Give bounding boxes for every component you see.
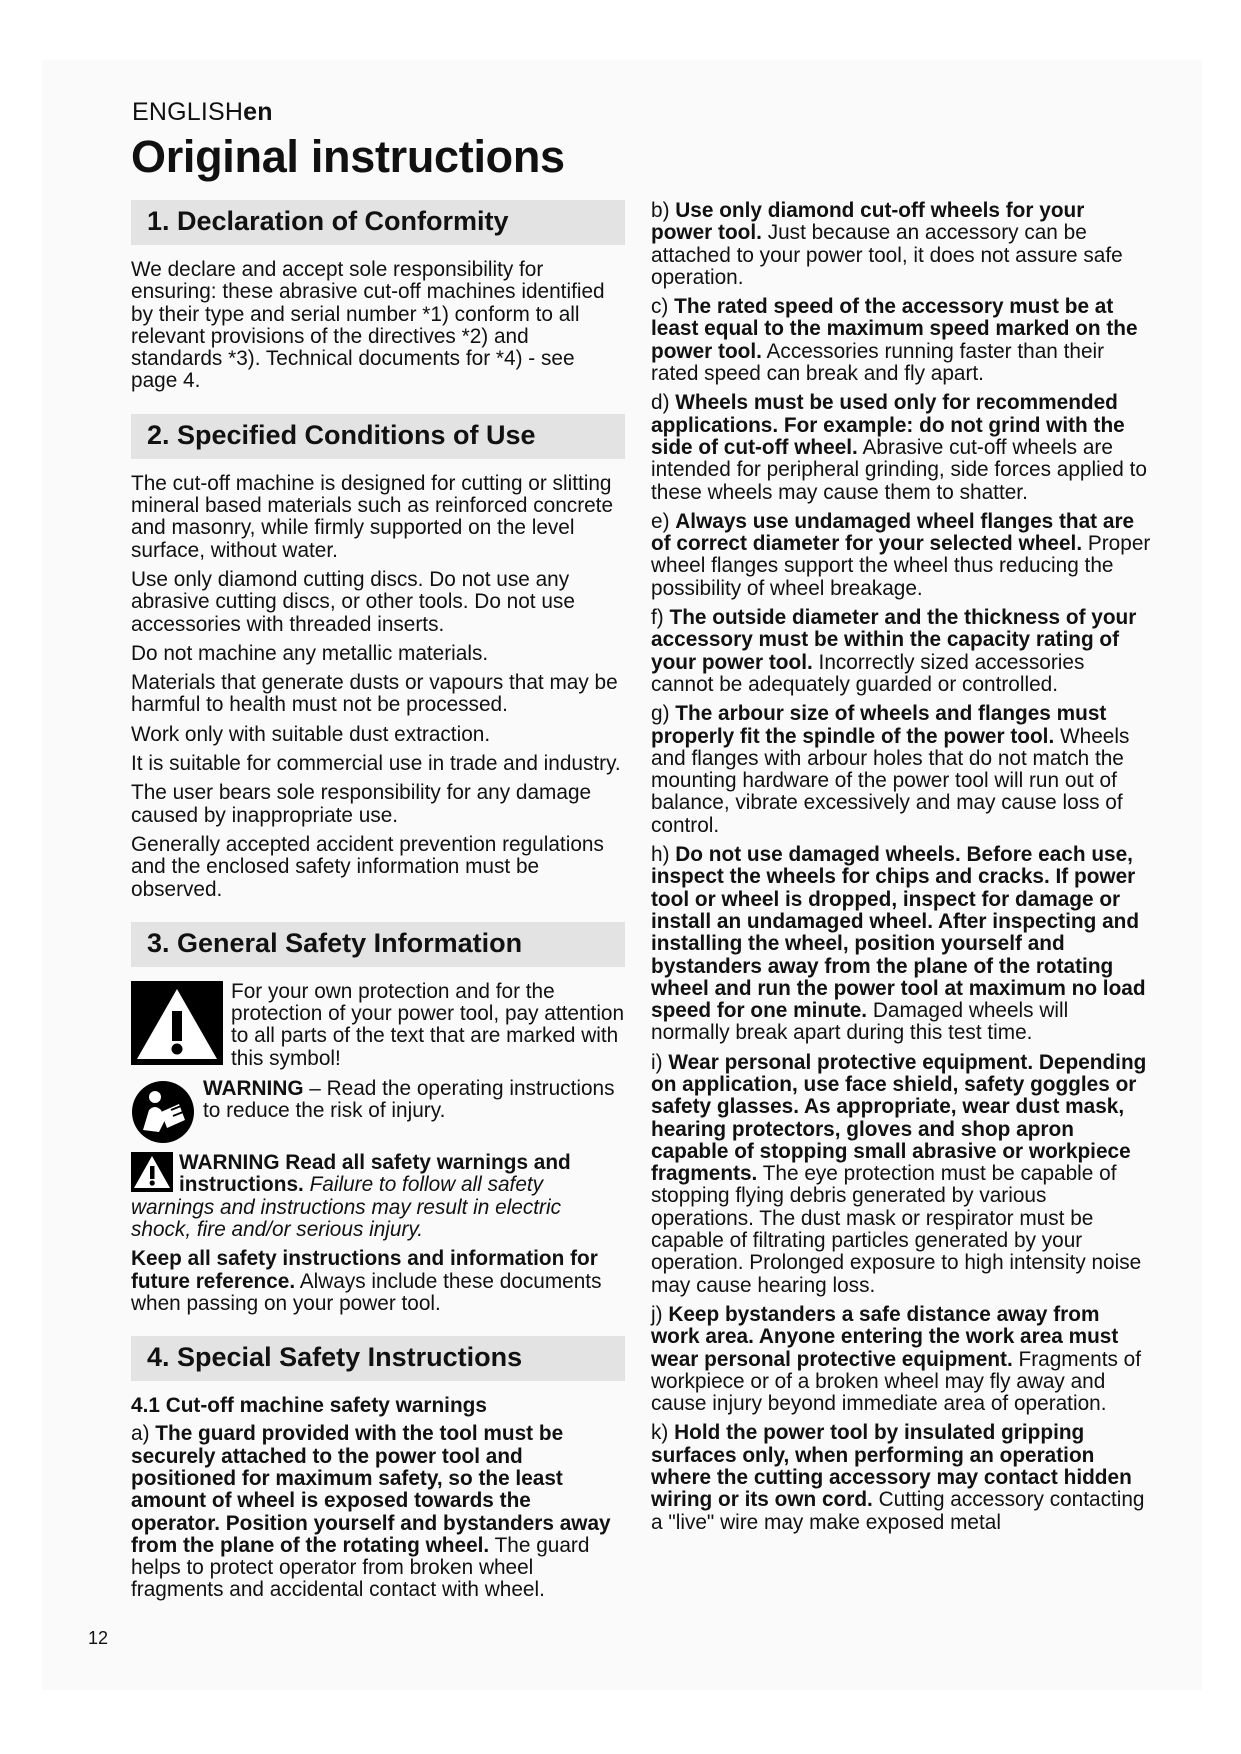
subsection-heading: 4.1 Cut-off machine safety warnings bbox=[131, 1394, 487, 1418]
safety-item-c: c) The rated speed of the accessory must be at least equal to the maximum speed marked on the power tool. Accessories running faster than their rated speed can break and fly apart. bbox=[651, 295, 1138, 386]
declaration-text: We declare and accept sole responsibility for ensuring: these abrasive cut-off machines identified by their type and serial number *1) conform to all relevant provisions of the directives *2) and standards *3). Technical documents for *4) - see page 4. bbox=[131, 258, 605, 393]
safety-item-g: g) The arbour size of wheels and flanges must properly fit the spindle of the power tool. Wheels and flanges with arbour holes that do not match the mounting hardware of the power tool will run out of balance, vibrate excessively and may cause loss of control. bbox=[651, 702, 1130, 837]
paragraph: Materials that generate dusts or vapours that may be harmful to health must not be processed. bbox=[131, 671, 618, 717]
safety-item-e: e) Always use undamaged wheel flanges that are of correct diameter for your selected wheel. Proper wheel flanges support the wheel thus reducing the possibility of wheel breakage. bbox=[651, 509, 1151, 600]
paragraph: Use only diamond cutting discs. Do not use any abrasive cutting discs, or other tools. Do not use accessories with threaded inserts. bbox=[131, 567, 575, 636]
safety-item-h: h) Do not use damaged wheels. Before each use, inspect the wheels for chips and cracks. If power tool or wheel is dropped, inspect for damage or install an undamaged wheel. After inspecting and installing the wheel, position yourself and bystanders away from the plane of the rotating wheel and run the power tool at maximum no load speed for one minute. Damaged wheels will normally break apart during this test time. bbox=[651, 843, 1146, 1045]
symbol-note-block bbox=[131, 981, 625, 1070]
page-number: 12 bbox=[88, 1628, 109, 1648]
language-header: ENGLISHen bbox=[132, 98, 273, 126]
keep-instructions: Keep all safety instructions and information for future reference. Always include these documents when passing on your power tool. bbox=[131, 1247, 602, 1315]
safety-item-k: k) Hold the power tool by insulated gripping surfaces only, when performing an operation where the cutting accessory may contact hidden wiring or its own cord. Cutting accessory contacting a "live" wire may make exposed metal bbox=[651, 1421, 1145, 1534]
warning-triangle-icon bbox=[131, 1152, 173, 1192]
paragraph: The cut-off machine is designed for cutting or slitting mineral based materials such as reinforced concrete and masonry, while firmly supported on the level surface, without water. bbox=[131, 471, 614, 562]
read-all-warnings: WARNING Read all safety warnings and instructions. Failure to follow all safety warnings and instructions may result in electric shock, fire and/or serious injury. bbox=[131, 1151, 571, 1241]
warning-triangle-icon bbox=[131, 981, 223, 1065]
read-manual-icon bbox=[131, 1080, 195, 1144]
section-heading: 4. Special Safety Instructions bbox=[131, 1336, 625, 1381]
safety-item-i: i) Wear personal protective equipment. Depending on application, use face shield, safety goggles or safety glasses. As appropriate, wear dust mask, hearing protectors, gloves and shop apron capable of stopping small abrasive or workpiece fragments. The eye protection must be capable of stopping flying debris generated by various operations. The dust mask or respirator must be capable of filtrating particles generated by your operation. Prolonged exposure to high intensity noise may cause hearing loss. bbox=[651, 1050, 1147, 1297]
section-heading: 1. Declaration of Conformity bbox=[131, 200, 625, 245]
safety-item-f: f) The outside diameter and the thickness of your accessory must be within the capacity rating of your power tool. Incorrectly sized accessories cannot be adequately guarded or controlled. bbox=[651, 606, 1137, 696]
safety-item-j: j) Keep bystanders a safe distance away from work area. Anyone entering the work area must wear personal protective equipment. Fragments of workpiece or of a broken wheel may fly away and cause injury beyond immediate area of operation. bbox=[651, 1302, 1142, 1416]
page-title: Original instructions bbox=[131, 131, 565, 182]
left-column bbox=[131, 200, 625, 1609]
read-manual-block bbox=[131, 1078, 625, 1144]
paragraph: Generally accepted accident prevention regulations and the enclosed safety information must be observed. bbox=[131, 832, 604, 901]
paragraph: It is suitable for commercial use in trade and industry. bbox=[131, 752, 621, 776]
safety-item-b: b) Use only diamond cut-off wheels for your power tool. Just because an accessory can be attached to your power tool, it does not assure safe operation. bbox=[651, 199, 1123, 289]
section-heading: 3. General Safety Information bbox=[131, 922, 625, 967]
paragraph: Work only with suitable dust extraction. bbox=[131, 722, 491, 746]
safety-item-a: a) The guard provided with the tool must be securely attached to the power tool and positioned for maximum safety, so the least amount of wheel is exposed towards the operator. Position yourself and bystanders away from the plane of the rotating wheel. The guard helps to protect operator from broken wheel fragments and accidental contact with wheel. bbox=[131, 1422, 611, 1602]
section-heading: 2. Specified Conditions of Use bbox=[131, 414, 625, 459]
right-column bbox=[651, 200, 1151, 1541]
symbol-note-text: For your own protection and for the protection of your power tool, pay attention to all parts of the text that are marked with this symbol! bbox=[231, 979, 625, 1070]
read-manual-text: WARNING – Read the operating instructions to reduce the risk of injury. bbox=[203, 1077, 615, 1123]
safety-item-d: d) Wheels must be used only for recommended applications. For example: do not grind with the side of cut-off wheel. Abrasive cut-off wheels are intended for peripheral grinding, side forces applied to these wheels may cause them to shatter. bbox=[651, 391, 1147, 504]
paragraph: The user bears sole responsibility for any damage caused by inappropriate use. bbox=[131, 781, 592, 827]
paragraph: Do not machine any metallic materials. bbox=[131, 641, 489, 665]
